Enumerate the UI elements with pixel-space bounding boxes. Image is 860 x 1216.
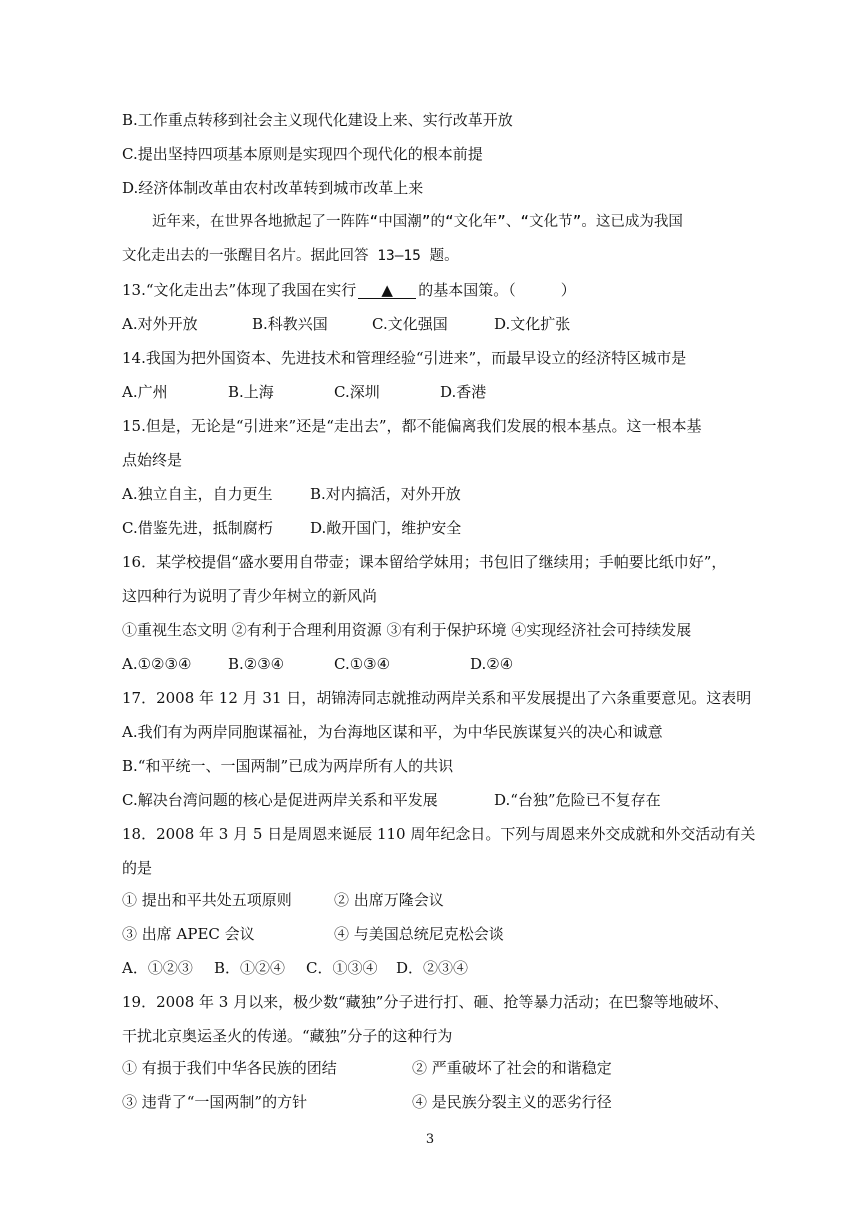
q18-statement-2: ② 出席万隆会议 — [334, 891, 444, 909]
question-17: 17．2008 年 12 月 31 日，胡锦涛同志就推动两岸关系和平发展提出了六条重要意见。这表明 — [122, 689, 752, 707]
q16-options — [122, 654, 750, 674]
question-16-line-2: 这四种行为说明了青少年树立的新风尚 — [122, 587, 378, 605]
q19-statement-2: ② 严重破坏了社会的和谐稳定 — [412, 1059, 612, 1077]
question-15-line-1: 15.但是，无论是“引进来”还是“走出去”，都不能偏离我们发展的根本基点。这一根本基 — [122, 417, 702, 435]
q15-option-c: C.借鉴先进，抵制腐朽 — [122, 519, 273, 537]
q13-blank: ▲ — [358, 282, 416, 299]
q19-statement-1: ① 有损于我们中华各民族的团结 — [122, 1059, 337, 1077]
q13-option-a: A.对外开放 — [122, 315, 198, 333]
q14-options — [122, 382, 750, 402]
q14-option-c: C.深圳 — [334, 383, 380, 401]
q19-statements-row-2 — [122, 1092, 750, 1112]
q18-statements-row-2 — [122, 924, 750, 944]
q13-options — [122, 314, 750, 334]
q15-options-row-1 — [122, 484, 750, 504]
question-18-line-2: 的是 — [122, 859, 153, 877]
q17-option-a: A.我们有为两岸同胞谋福祉，为台海地区谋和平，为中华民族谋复兴的决心和诚意 — [122, 723, 663, 741]
q15-option-d: D.敞开国门，维护安全 — [310, 519, 462, 537]
q13-option-c: C.文化强国 — [372, 315, 448, 333]
q16-option-b: B.②③④ — [228, 655, 285, 673]
q18-option-b: B．①②④ — [214, 959, 286, 977]
q18-statement-4: ④ 与美国总统尼克松会谈 — [334, 925, 504, 943]
q18-statement-3: ③ 出席 APEC 会议 — [122, 925, 255, 943]
q18-statements-row-1 — [122, 890, 750, 910]
q17-option-c: C.解决台湾问题的核心是促进两岸关系和平发展 — [122, 791, 438, 809]
q18-option-a: A．①②③ — [122, 959, 193, 977]
question-19-line-1: 19．2008 年 3 月以来，极少数“藏独”分子进行打、砸、抢等暴力活动；在巴黎等地破坏、 — [122, 993, 729, 1011]
q16-statements: ①重视生态文明 ②有利于合理利用资源 ③有利于保护环境 ④实现经济社会可持续发展 — [122, 621, 692, 639]
question-14: 14.我国为把外国资本、先进技术和管理经验“引进来”，而最早设立的经济特区城市是 — [122, 349, 687, 367]
q14-option-b: B.上海 — [228, 383, 274, 401]
q18-statement-1: ① 提出和平共处五项原则 — [122, 891, 292, 909]
q15-options-row-2 — [122, 518, 750, 538]
q18-options — [122, 958, 750, 978]
q13-option-d: D.文化扩张 — [494, 315, 571, 333]
q15-option-a: A.独立自主，自力更生 — [122, 485, 273, 503]
q19-statements-row-1 — [122, 1058, 750, 1078]
q18-option-d: D．②③④ — [396, 959, 469, 977]
q19-statement-4: ④ 是民族分裂主义的恶劣行径 — [412, 1093, 612, 1111]
intro-line-1: 近年来，在世界各地掀起了一阵阵“中国潮”的“文化年”、“文化节”。这已成为我国 — [152, 214, 683, 230]
question-18-line-1: 18．2008 年 3 月 5 日是周恩来诞辰 110 周年纪念日。下列与周恩来外交成就和外交活动有关 — [122, 825, 756, 843]
question-15-line-2: 点始终是 — [122, 451, 183, 469]
q16-option-d: D.②④ — [470, 655, 514, 673]
q14-option-a: A.广州 — [122, 383, 168, 401]
q14-option-d: D.香港 — [440, 383, 487, 401]
q12-option-b: B.工作重点转移到社会主义现代化建设上来、实行改革开放 — [122, 111, 513, 129]
q17-option-b: B.“和平统一、一国两制”已成为两岸所有人的共识 — [122, 757, 454, 775]
intro-line-2: 文化走出去的一张醒目名片。据此回答 13—15 题。 — [122, 248, 459, 264]
q13-stem: 13.“文化走出去”体现了我国在实行 — [122, 281, 357, 299]
question-16-line-1: 16．某学校提倡“盛水要用自带壶；课本留给学妹用；书包旧了继续用；手帕要比纸巾好”， — [122, 553, 727, 571]
page-number: 3 — [425, 1132, 435, 1147]
q13-stem-end: 的基本国策。（ ） — [418, 281, 576, 299]
q13-option-b: B.科教兴国 — [252, 315, 328, 333]
q18-option-c: C．①③④ — [306, 959, 378, 977]
question-19-line-2: 干扰北京奥运圣火的传递。“藏独”分子的这种行为 — [122, 1027, 453, 1045]
q17-options-cd — [122, 790, 750, 810]
q16-option-a: A.①②③④ — [122, 655, 192, 673]
q12-option-c: C.提出坚持四项基本原则是实现四个现代化的根本前提 — [122, 145, 483, 163]
q19-statement-3: ③ 违背了“一国两制”的方针 — [122, 1093, 308, 1111]
q15-option-b: B.对内搞活，对外开放 — [310, 485, 461, 503]
q17-option-d: D.“台独”危险已不复存在 — [494, 791, 661, 809]
q12-option-d: D.经济体制改革由农村改革转到城市改革上来 — [122, 179, 424, 197]
question-13 — [122, 280, 750, 300]
q16-option-c: C.①③④ — [334, 655, 391, 673]
